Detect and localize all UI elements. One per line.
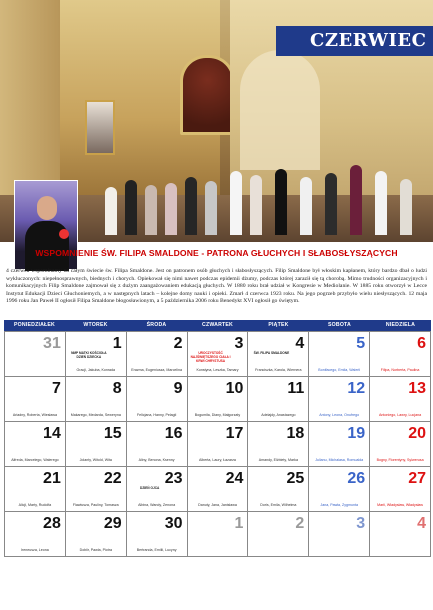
day-number: 11 (287, 380, 305, 397)
day-number: 21 (43, 470, 61, 487)
calendar-day-cell (66, 377, 127, 422)
calendar-day-cell (309, 332, 370, 377)
article-title: WSPOMNIENIE ŚW. FILIPA SMALDONE - PATRONA GŁUCHYCH I SŁABOSŁYSZĄCYCH (35, 248, 398, 258)
calendar-day-cell (248, 422, 309, 467)
calendar-day-cell (248, 512, 309, 557)
nameday-names: Julianu, Michalasa, Romualda (315, 457, 364, 462)
calendar-day-cell (188, 332, 249, 377)
nameday-names: Makarego, Medarda, Seweryna (70, 412, 121, 417)
day-number: 13 (408, 380, 426, 397)
day-number: 5 (356, 335, 366, 352)
weekday-label: CZWARTEK (202, 322, 233, 328)
calendar-day-cell (5, 467, 66, 512)
day-number: 3 (234, 335, 244, 352)
nameday-names: Alfreda, Marcelego, Walerego (11, 457, 59, 462)
calendar-day-cell (127, 332, 188, 377)
day-note: UROCZYSTOŚĆ NAJŚWIĘTSZEGO CIAŁA I KRWI CHRYSTUSA (190, 351, 231, 363)
nameday-names: Gracji, Jakuba, Konrada (76, 367, 116, 372)
calendar-day-cell (127, 467, 188, 512)
nameday-names: Ariadny, Roberta, Wiesława (12, 412, 57, 417)
nameday-names: Ireneusza, Leona (21, 547, 49, 552)
calendar-day-cell (127, 512, 188, 557)
nameday-names: Danuty, Jana, Janisława (198, 502, 237, 507)
nameday-names: Antoniego, Lawry, Lucjana (379, 412, 422, 417)
day-number: 29 (103, 515, 122, 532)
calendar-day-cell (309, 467, 370, 512)
calendar-day-cell (5, 422, 66, 467)
day-number: 4 (295, 335, 305, 352)
weekday-label: NIEDZIELA (385, 322, 416, 328)
calendar-day-cell (370, 377, 431, 422)
calendar-day-cell (188, 467, 249, 512)
day-number: 15 (103, 425, 122, 442)
nameday-names: Bertranda, Emilii, Lucyny (136, 547, 177, 552)
day-note: DZIEŃ OJCA (140, 486, 160, 490)
nameday-names: Albina, Wandy, Zenona (138, 502, 176, 507)
calendar-day-cell (370, 512, 431, 557)
nameday-names: Doris, Emila, Wilhelma (260, 502, 297, 507)
day-number: 4 (417, 515, 426, 532)
weekday-label: ŚRODA (146, 322, 167, 328)
day-number: 25 (286, 470, 305, 487)
day-number: 8 (112, 380, 122, 397)
calendar-day-cell (66, 467, 127, 512)
month-banner: CZERWIEC (276, 26, 433, 56)
nameday-names: Amandy, Elżbiety, Marka (258, 457, 298, 462)
nameday-names: Antony, Leona, Onufrego (319, 412, 360, 417)
calendar-day-cell (248, 332, 309, 377)
day-number: 19 (347, 425, 366, 442)
day-number: 27 (408, 470, 426, 487)
day-number: 12 (347, 380, 366, 397)
nameday-names: Erazma, Eugeniusza, Marcelina (131, 367, 182, 372)
calendar-day-cell (248, 467, 309, 512)
weekday-label: PIĄTEK (268, 322, 289, 328)
nameday-names: Alicji, Marty, Rudolfa (18, 502, 52, 507)
day-number: 24 (225, 470, 244, 487)
calendar-day-cell (5, 377, 66, 422)
day-note: NMP MATKI KOŚCIOŁA DZIEŃ DZIECKA (71, 351, 107, 359)
day-number: 6 (417, 335, 426, 352)
day-number: 30 (164, 515, 183, 532)
calendar-day-cell (309, 377, 370, 422)
calendar-day-cell (127, 377, 188, 422)
calendar-day-cell (248, 377, 309, 422)
nameday-names: Adelajdy, Anastazego (261, 412, 296, 417)
heart-icon (59, 229, 69, 239)
nameday-names: Aliny, Benona, Ksenny (138, 457, 175, 462)
nameday-names: Marii, Władysław, Władysław (377, 502, 424, 507)
day-number: 26 (347, 470, 366, 487)
nameday-names: Jana, Pawła, Zygmunta (320, 502, 358, 507)
day-number: 22 (103, 470, 122, 487)
weekday-label: WTOREK (83, 322, 108, 328)
calendar-day-cell (309, 422, 370, 467)
saint-painting (85, 100, 115, 155)
nameday-names: Alberta, Laury, Łazarza (199, 457, 236, 462)
day-number: 2 (295, 515, 305, 532)
calendar-day-cell (5, 512, 66, 557)
portrait-face (37, 196, 57, 220)
weekday-header (4, 320, 431, 331)
calendar-day-cell (188, 512, 249, 557)
calendar-day-cell (188, 377, 249, 422)
nameday-names: Felicjana, Hanny, Pelagii (136, 412, 177, 417)
calendar-day-cell (370, 332, 431, 377)
day-number: 31 (43, 335, 61, 352)
nameday-names: Filipa, Norberta, Paulina (380, 367, 420, 372)
nameday-names: Konstyna, Leszka, Tamary (196, 367, 239, 372)
calendar-day-cell (5, 332, 66, 377)
day-number: 1 (112, 335, 122, 352)
calendar-day-cell (309, 512, 370, 557)
calendar-day-cell (370, 467, 431, 512)
day-number: 16 (164, 425, 183, 442)
calendar-day-cell (188, 422, 249, 467)
calendar-grid (4, 320, 431, 557)
day-number: 10 (225, 380, 244, 397)
calendar-days (4, 331, 431, 557)
day-number: 28 (43, 515, 61, 532)
weekday-label: PONIEDZIAŁEK (13, 322, 56, 328)
weekday-label: SOBOTA (327, 322, 351, 328)
calendar-day-cell (127, 422, 188, 467)
article-description: 4 czerwca wspominamy na całym świecie św. Filipa Smaldone. Jest on patronem osób głuchych i słabosłyszących. Filip Smaldone był włoskim kapłanem, który bardzo dbał o ludzi wykluczonych: niepełnosprawnych, biednych i chorych. Opiekował się nimi nawet podczas epidemii dżumy, podczas której zaraził się tą chorobą. Mimo trudności organizacyjnych i komunikacyjnych Filip Smaldone zajmował się z dużym zaangażowaniem edukacją głuchych. W 1880 roku brał udział w Kongresie w Mediolanie. W 1885 roku otworzył w Lecce Instytut Edukacji Dzieci Głuchoniemych, a w następnych latach – kolejne domy nauki i opieki. Zmarł 4 czerwca 1923 roku. Na jego pogrzeb przybyło wielu niesłyszących. 12 maja 1996 roku Jan Paweł II ogłosił Filipa Smaldone błogosławionym, a 5 października 2006 roku Benedykt XVI ogłosił go świętym. (6, 268, 427, 305)
day-note: ŚW. FILIPA SMALDONE (253, 351, 290, 355)
nameday-names: Franciszka, Karola, Wiernera (255, 367, 302, 372)
day-number: 1 (234, 515, 244, 532)
altar-niche (180, 55, 235, 135)
nameday-names: Flawiusza, Pauliny, Tomasza (72, 502, 119, 507)
nameday-names: Bogny, Florentyny, Sylwerusa (376, 457, 424, 462)
day-number: 14 (43, 425, 61, 442)
nameday-names: Dobiir, Pawła, Piotra (79, 547, 112, 552)
nameday-names: Jolanty, Witold, Wita (79, 457, 112, 462)
day-number: 3 (356, 515, 366, 532)
calendar-day-cell (66, 332, 127, 377)
day-number: 7 (51, 380, 61, 397)
day-number: 20 (408, 425, 426, 442)
calendar-day-cell (66, 422, 127, 467)
day-number: 2 (173, 335, 183, 352)
calendar-day-cell (370, 422, 431, 467)
church-arch (240, 50, 320, 170)
day-number: 17 (225, 425, 244, 442)
calendar-day-cell (66, 512, 127, 557)
day-number: 23 (164, 470, 183, 487)
day-number: 9 (173, 380, 183, 397)
day-number: 18 (286, 425, 305, 442)
nameday-names: Bogumiła, Diany, Małgorzaty (194, 412, 241, 417)
nameday-names: Bonifacego, Emila, Walerii (318, 367, 361, 372)
procession-crowd (90, 160, 430, 235)
